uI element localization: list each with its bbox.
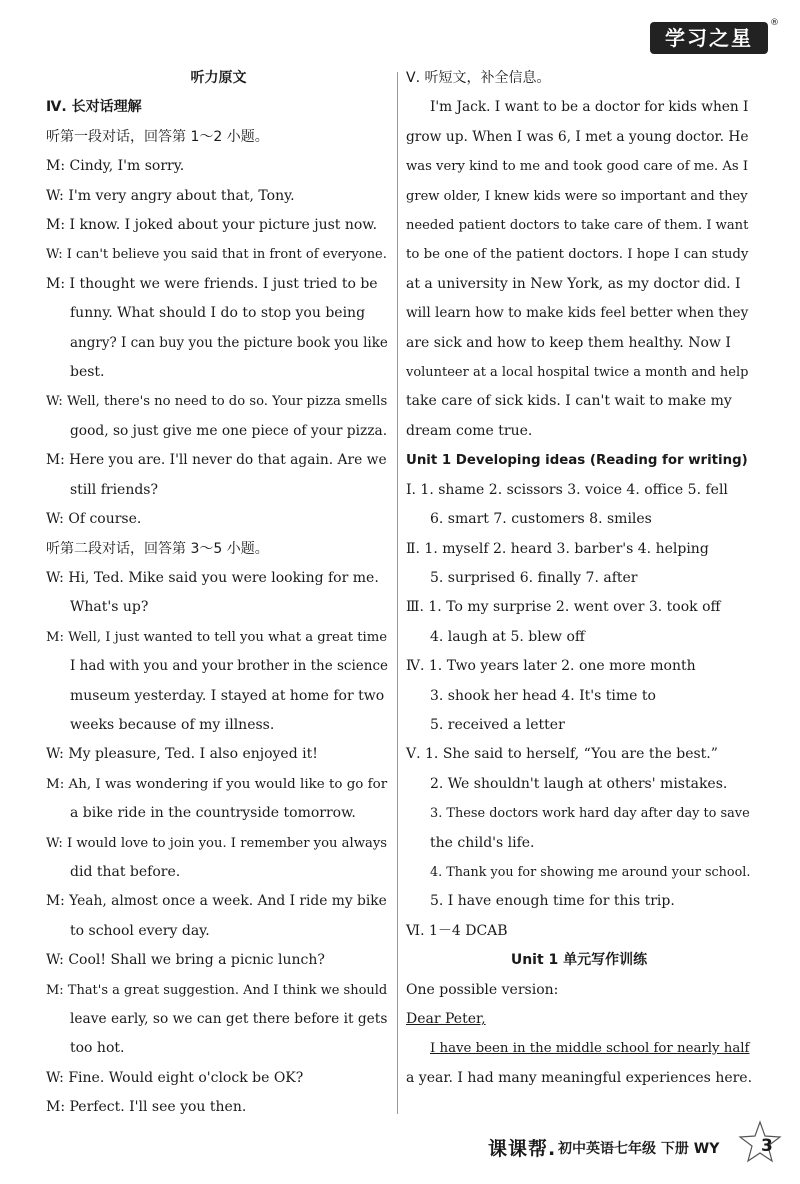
left-column-line: M: I thought we were friends. I just tried to be xyxy=(46,275,378,292)
right-column-line: 3. shook her head 4. It's time to xyxy=(430,687,656,704)
left-column-line: M: Cindy, I'm sorry. xyxy=(46,158,185,175)
right-column-line: the child's life. xyxy=(430,834,535,851)
right-column-line: 4. laugh at 5. blew off xyxy=(430,628,585,645)
left-column-line: I had with you and your brother in the science xyxy=(70,658,389,675)
left-column-line: a bike ride in the countryside tomorrow. xyxy=(70,805,356,822)
right-column-line: Ⅰ. 1. shame 2. scissors 3. voice 4. office 5. fell xyxy=(406,481,728,498)
page-footer xyxy=(488,1130,778,1164)
left-column-line: 听力原文 xyxy=(190,70,247,86)
right-column-line: Ⅲ. 1. To my surprise 2. went over 3. took off xyxy=(406,599,721,616)
star-icon xyxy=(738,1120,782,1164)
right-column-line: Unit 1 Developing ideas (Reading for writing) xyxy=(406,453,748,469)
left-column-line: best. xyxy=(70,364,105,381)
left-column-line: W: My pleasure, Ted. I also enjoyed it! xyxy=(46,746,318,763)
right-column-line: 6. smart 7. customers 8. smiles xyxy=(430,511,652,528)
page-number: 3 xyxy=(761,1136,773,1156)
right-column-line: Ⅴ. 1. She said to herself, “You are the best.” xyxy=(406,746,718,763)
right-column-line: was very kind to me and took good care of me. As I xyxy=(406,159,749,175)
left-column-line: 听第一段对话，回答第 1～2 小题。 xyxy=(46,128,269,145)
right-column-line: Ⅳ. 1. Two years later 2. one more month xyxy=(406,658,696,675)
right-column-line: 2. We shouldn't laugh at others' mistakes. xyxy=(430,775,728,792)
footer-book-title: 初中英语七年级 下册 WY xyxy=(558,1141,720,1157)
right-column-line: to be one of the patient doctors. I hope I can study xyxy=(406,247,749,263)
left-column-line: 听第二段对话，回答第 3～5 小题。 xyxy=(46,540,269,557)
left-column-line: funny. What should I do to stop you being xyxy=(70,305,366,322)
right-column-line: volunteer at a local hospital twice a month and help xyxy=(406,365,749,381)
right-column-line: take care of sick kids. I can't wait to make my xyxy=(406,393,732,410)
right-column-line: 5. I have enough time for this trip. xyxy=(430,893,675,910)
left-column-line: W: Of course. xyxy=(46,511,142,528)
right-column-line: 5. surprised 6. finally 7. after xyxy=(430,569,638,586)
right-column-line: grow up. When I was 6, I met a young doctor. He xyxy=(406,128,749,145)
left-column-line: leave early, so we can get there before it gets xyxy=(70,1011,388,1027)
right-column-line: Ⅱ. 1. myself 2. heard 3. barber's 4. helping xyxy=(406,540,709,557)
right-column-line: Unit 1 单元写作训练 xyxy=(510,952,648,969)
left-column-line: too hot. xyxy=(70,1040,125,1057)
left-column-line: What's up? xyxy=(70,599,149,616)
left-column-line: W: Cool! Shall we bring a picnic lunch? xyxy=(46,952,325,969)
right-column-line: Dear Peter, xyxy=(406,1011,486,1027)
brand-logo: 学习之星 xyxy=(650,22,768,54)
right-column-line: at a university in New York, as my doctor did. I xyxy=(406,275,741,292)
left-column-line: W: Hi, Ted. Mike said you were looking for me. xyxy=(46,569,379,586)
left-column-line: W: Fine. Would eight o'clock be OK? xyxy=(46,1069,304,1086)
right-column-line: grew older, I knew kids were so important and they xyxy=(406,188,748,204)
left-column-line: M: Perfect. I'll see you then. xyxy=(46,1099,247,1116)
left-column-line: M: Well, I just wanted to tell you what a great time xyxy=(46,629,388,645)
left-column-line: did that before. xyxy=(70,863,181,880)
column-divider xyxy=(397,72,398,1114)
right-column-line: One possible version: xyxy=(406,981,559,998)
left-column xyxy=(46,64,391,1123)
right-column-line: 5. received a letter xyxy=(430,716,565,733)
right-column-line: Ⅵ. 1－4 DCAB xyxy=(406,922,508,939)
right-column-line: will learn how to make kids feel better when they xyxy=(406,305,749,322)
right-column-line: I'm Jack. I want to be a doctor for kids when I xyxy=(430,99,749,116)
right-column-line: 3. These doctors work hard day after day to save xyxy=(430,806,750,822)
left-column-line: museum yesterday. I stayed at home for two xyxy=(70,687,385,704)
left-column-line: W: I'm very angry about that, Tony. xyxy=(46,187,295,204)
right-column-line: a year. I had many meaningful experiences here. xyxy=(406,1069,753,1086)
left-column-line: to school every day. xyxy=(70,922,210,939)
right-column-line: are sick and how to keep them healthy. Now I xyxy=(406,334,731,351)
left-column-line: M: That's a great suggestion. And I think we should xyxy=(46,982,388,998)
right-column xyxy=(406,64,752,1093)
left-column-line: W: I would love to join you. I remember you always xyxy=(46,835,388,851)
right-column-line: 4. Thank you for showing me around your school. xyxy=(430,864,751,880)
left-column-line: angry? I can buy you the picture book you like xyxy=(70,334,388,351)
left-column-line: Ⅳ. 长对话理解 xyxy=(46,99,142,116)
left-column-line: M: Here you are. I'll never do that again. Are we xyxy=(46,452,387,469)
footer-brand: 课课帮. xyxy=(488,1138,557,1160)
right-column-line: needed patient doctors to take care of them. I want xyxy=(406,218,749,234)
right-column-line: dream come true. xyxy=(406,422,533,439)
registered-mark: ® xyxy=(770,18,779,28)
right-column-line: I have been in the middle school for nearly half xyxy=(430,1041,750,1057)
left-column-line: M: I know. I joked about your picture just now. xyxy=(46,217,378,234)
left-column-line: weeks because of my illness. xyxy=(70,716,275,733)
left-column-line: W: Well, there's no need to do so. Your pizza smells xyxy=(46,394,388,410)
left-column-line: still friends? xyxy=(70,481,158,498)
left-column-line: W: I can't believe you said that in front of everyone. xyxy=(46,247,387,263)
left-column-line: M: Ah, I was wondering if you would like to go for xyxy=(46,776,388,792)
right-column-line: Ⅴ. 听短文，补全信息。 xyxy=(406,70,551,86)
left-column-line: M: Yeah, almost once a week. And I ride my bike xyxy=(46,893,387,910)
left-column-line: good, so just give me one piece of your pizza. xyxy=(70,422,388,439)
